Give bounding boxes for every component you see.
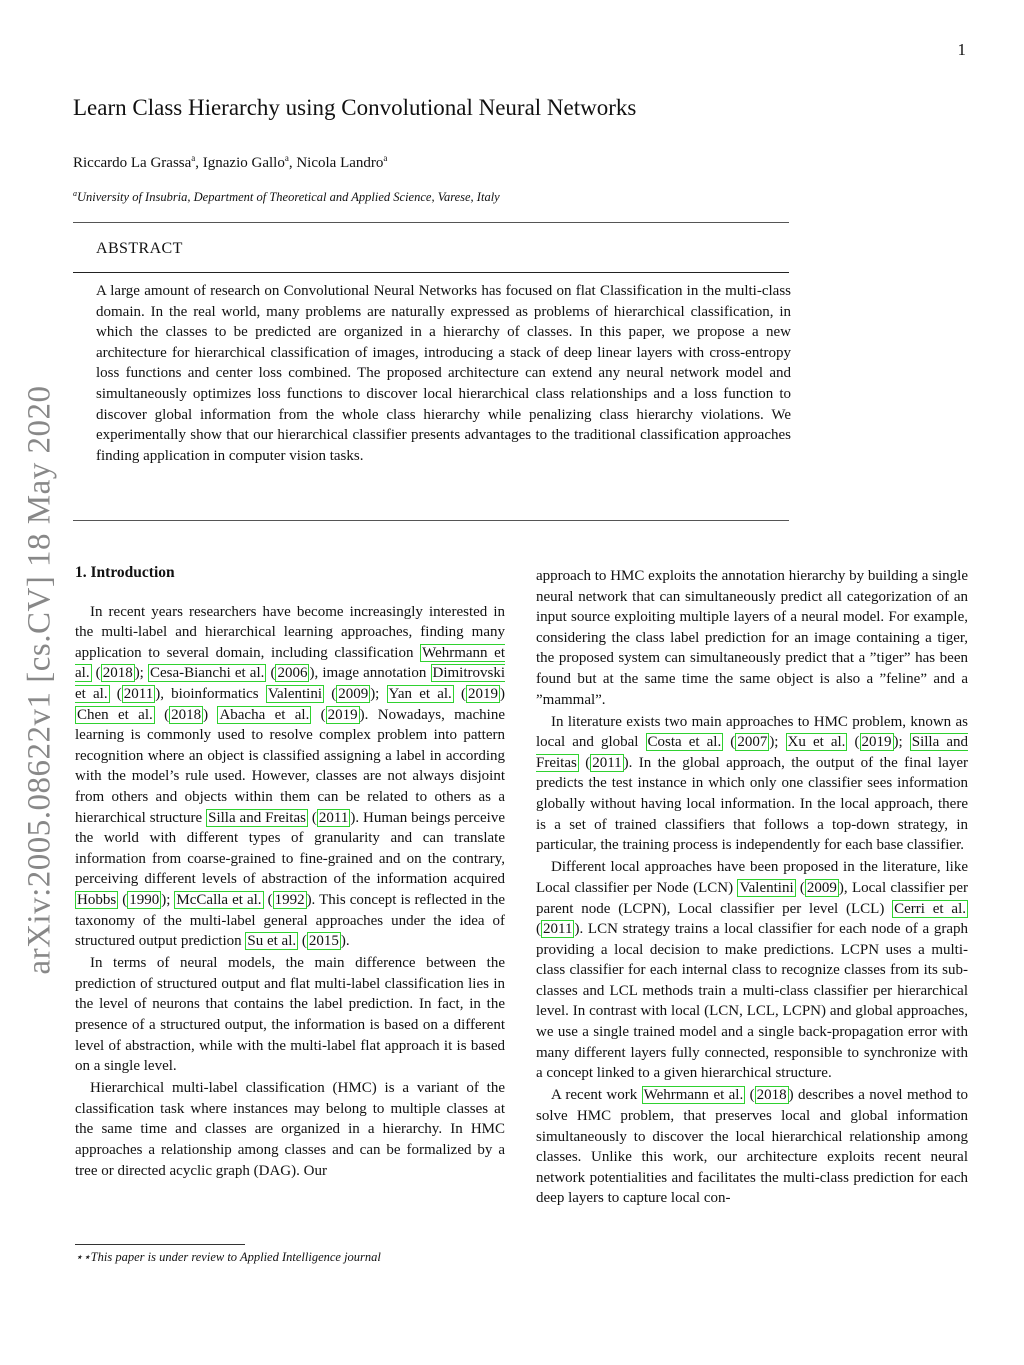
paragraph-text: ); <box>134 665 148 682</box>
citation-link[interactable]: Chen et al. <box>77 706 153 723</box>
paragraph <box>75 1078 505 1181</box>
abstract-text: A large amount of research on Convolutional Neural Networks has focused on flat Classification in the multi-class domain. In the real world, many problems are naturally expressed as problems of hierarchical classification, in which the classes to be predicted are organized in a hierarchy of classes. In this paper, we propose a new architecture for hierarchical classification of images, introducing a stack of deep linear layers with cross-entropy loss functions and center loss combined. The proposed architecture can extend any neural network model and simultaneously optimizes loss functions to discover local hierarchical class relationships and a loss function to discover global information from the whole class hierarchy while penalizing class hierarchy violations. We experimentally show that our hierarchical classifier presents advantages to the traditional classification approaches finding application in computer vision tasks. <box>96 283 791 464</box>
paragraph-text: ) describes a novel method to solve HMC problem, that preserves local and global information simultaneously to discover the local hierarchical relationship among classes. Unlike this work, our architecture exploits recent neural network potentialities and facilitates the multi-class prediction for each deep layers to capture local con- <box>536 1087 968 1207</box>
affiliation <box>73 189 500 205</box>
author-list: Riccardo La Grassa$^a$, Ignazio Gallo$^a$, Nicola Landro$^a$ <box>73 153 388 171</box>
divider <box>73 520 789 521</box>
author-name: Ignazio Gallo <box>202 155 285 171</box>
paragraph <box>75 602 505 952</box>
citation-link[interactable]: 1992 <box>274 891 305 908</box>
citation-link[interactable]: 2018 <box>102 665 133 682</box>
paragraph-text: ( <box>91 665 101 682</box>
paragraph-text: ( <box>109 685 122 702</box>
citation-link[interactable]: 2019 <box>468 685 498 702</box>
divider <box>73 272 789 273</box>
citation-link[interactable]: 2011 <box>543 921 573 938</box>
citation-link[interactable]: 2007 <box>737 734 768 751</box>
footnote <box>75 1249 381 1265</box>
paragraph-text: ( <box>118 891 128 908</box>
paragraph-text: ). LCN strategy trains a local classifier for each node of a graph providing a local decision to make predictions. LCPN uses a multi-class classifier for each internal class to recognize classes from its sub-classes and LCL methods train a multi-class classifier per hierarchical level. In contrast with local (LCN, LCL, LCPN) and global approaches, we use a single trained model and a single back-propagation error with many different layers fully connected, responsible to synchronize with a concept linked to a given hierarchical structure. <box>536 921 968 1082</box>
citation-link[interactable]: 2011 <box>318 809 349 826</box>
citation-link[interactable]: Su et al. <box>247 933 297 950</box>
paragraph-text: In recent years researchers have become increasingly interested in the multi-label and hierarchical learning approaches, finding many application to several domain, including classification <box>75 603 505 661</box>
divider <box>73 222 789 223</box>
paragraph <box>75 953 505 1077</box>
left-column <box>75 563 505 1183</box>
paragraph-text: ( <box>324 685 337 702</box>
paragraph-text: In literature exists two main approaches to HMC problem, known as local and global <box>536 713 968 751</box>
citation-link[interactable]: Dimitrovski et al. <box>75 665 506 702</box>
citation-link[interactable]: 1990 <box>129 891 160 908</box>
left-column-body <box>75 602 505 1182</box>
paragraph <box>536 566 968 710</box>
paragraph-text: ( <box>723 734 736 751</box>
paragraph-text: ); <box>769 734 786 751</box>
right-column <box>536 566 968 1210</box>
citation-link[interactable]: Yan et al. <box>388 685 452 702</box>
paragraph-text: ) <box>500 685 505 702</box>
paragraph-text: ( <box>453 685 466 702</box>
paragraph-text: ), Local classifier per parent node (LCPN), Local classifier per level (LCL) <box>536 879 969 917</box>
author-name: Nicola Landro <box>296 155 384 171</box>
paragraph-text: ( <box>307 809 317 826</box>
author-affiliation-marker: a <box>191 153 196 163</box>
paragraph <box>536 1085 968 1209</box>
paragraph-text: ). This concept is reflected in the taxonomy of the multi-label general approaches under the idea of structured output prediction <box>75 891 505 950</box>
author-affiliation-marker: a <box>383 153 388 163</box>
citation-link[interactable]: 2015 <box>308 933 339 950</box>
citation-link[interactable]: 2019 <box>327 706 358 723</box>
paragraph-text: ), bioinformatics <box>155 685 266 702</box>
citation-link[interactable]: Wehrmann et al. <box>643 1087 744 1104</box>
author-affiliation-marker: a <box>284 153 289 163</box>
paragraph-text: ); <box>370 685 387 702</box>
citation-link[interactable]: Valentini <box>739 879 794 896</box>
section-heading: 1. Introduction <box>75 564 175 581</box>
citation-link[interactable]: 2011 <box>123 685 154 702</box>
paragraph-text: ( <box>266 665 276 682</box>
citation-link[interactable]: 2018 <box>756 1087 787 1104</box>
paragraph-text: ). Nowadays, machine learning is commonly used to resolve complex problem into pattern recognition where an object is classified assigning a label in according with the model’s rule used. However, classes are not always disjoint from others and objects within them can be related to others as a hierarchical structure <box>75 706 505 826</box>
paragraph-text: A recent work <box>551 1087 642 1104</box>
citation-link[interactable]: Cerri et al. <box>894 900 966 917</box>
author-name: Riccardo La Grassa <box>73 155 192 171</box>
paragraph-text: ( <box>311 706 326 723</box>
paragraph-text: ), image annotation <box>309 665 431 682</box>
citation-link[interactable]: 2009 <box>338 685 369 702</box>
footnote-text: This paper is under review to Applied Intelligence journal <box>90 1250 381 1264</box>
citation-link[interactable]: Xu et al. <box>787 734 846 751</box>
citation-link[interactable]: Cesa-Bianchi et al. <box>149 665 265 682</box>
paragraph-text: ( <box>536 921 541 938</box>
paragraph-text: ); <box>161 891 175 908</box>
paper-title: Learn Class Hierarchy using Convolutional Neural Networks <box>73 95 637 120</box>
citation-link[interactable]: Silla and Freitas <box>208 809 306 826</box>
arxiv-identifier: arXiv:2005.08622v1 [cs.CV] 18 May 2020 <box>21 385 58 975</box>
paragraph-text: ( <box>745 1087 755 1104</box>
paragraph-text: ) <box>203 706 218 723</box>
abstract-heading: ABSTRACT <box>96 240 183 257</box>
citation-link[interactable]: Hobbs <box>77 891 117 908</box>
paragraph-text: ( <box>847 734 860 751</box>
paragraph-text: ). Human beings perceive the world with different types of granularity and can translate information from coarse-grained to fine-grained and on the contrary, perceiving different levels of abstraction of the information acquired <box>75 809 506 888</box>
citation-link[interactable]: Silla and Freitas <box>536 734 968 771</box>
paragraph-text: ). <box>340 933 350 950</box>
citation-link[interactable]: McCalla et al. <box>176 891 262 908</box>
paragraph <box>536 712 968 856</box>
paragraph-text: Hierarchical multi-label classification (HMC) is a variant of the classification task where instances may belong to multiple classes at the same time and classes are organized in a hierarchy. In HMC approaches a relationship among classes and can be formalized by a tree or directed acyclic graph (DAG). Our <box>75 1080 505 1179</box>
paragraph-text: In terms of neural models, the main difference between the prediction of structured output and flat multi-label classification lies in the level of neurons that contains the label prediction. In fact, in the presence of a structured output, the information is based on a different level of abstraction, while with the multi-label flat approach it is based on a single level. <box>75 955 505 1075</box>
citation-link[interactable]: Costa et al. <box>647 734 722 751</box>
citation-link[interactable]: Wehrmann et al. <box>75 644 505 682</box>
paragraph-text: Different local approaches have been proposed in the literature, like Local classifier per Node (LCN) <box>536 859 968 896</box>
paragraph-text: ( <box>578 754 591 771</box>
citation-link[interactable]: 2011 <box>592 754 622 771</box>
affiliation-text: University of Insubria, Department of Theoretical and Applied Science, Varese, Italy <box>77 190 500 205</box>
paragraph-text: ( <box>795 879 805 896</box>
paragraph-text: ( <box>263 891 273 908</box>
citation-link[interactable]: 2019 <box>861 734 892 751</box>
citation-link[interactable]: Valentini <box>267 685 322 702</box>
paragraph-text: ( <box>298 933 307 950</box>
citation-link[interactable]: 2006 <box>277 665 308 682</box>
citation-link[interactable]: 2018 <box>171 706 202 723</box>
citation-link[interactable]: Abacha et al. <box>219 706 310 723</box>
page-number: 1 <box>957 40 966 59</box>
footnote-divider <box>75 1244 245 1245</box>
affiliation-marker: a <box>73 189 77 198</box>
paragraph-text: ). In the global approach, the output of the final layer predicts the test instance in which only one classifier sees information globally without having local information. In the local approach, there is a set of trained classifiers that follows a top-down strategy, in particular, the training process is independently for each base classifier. <box>536 754 968 854</box>
citation-link[interactable]: 2009 <box>806 879 837 896</box>
paragraph-text: approach to HMC exploits the annotation hierarchy by building a single neural network that can simultaneously predict all categorization of an input source exploiting multiple layers of a neural model. For example, considering the class label prediction for an image containing a tiger, the proposed system can simultaneously predict that a ”tiger” has been found but at the same time the same object is also a ”feline” and a ”mammal”. <box>536 568 968 708</box>
paragraph-text: ); <box>893 734 910 751</box>
paragraph <box>536 857 968 1084</box>
footnote-marker: ⋆⋆ <box>75 1250 91 1264</box>
paragraph-text: ( <box>154 706 170 723</box>
